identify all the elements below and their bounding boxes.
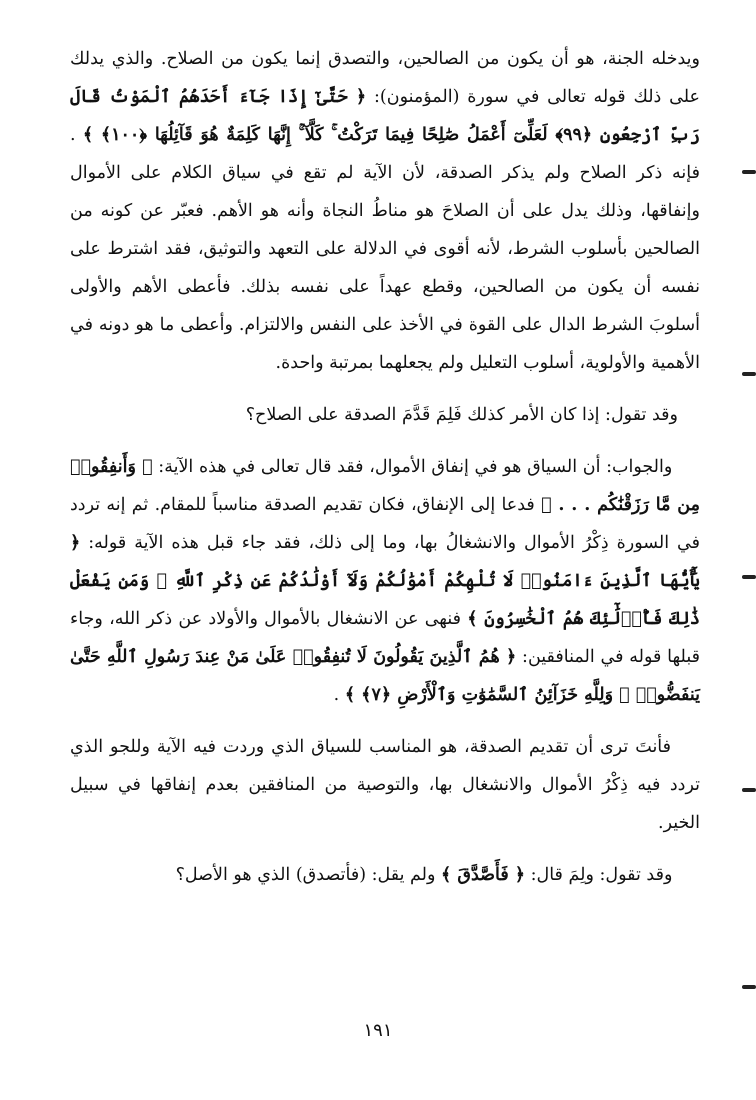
p1-quran-verse: ﴿ حَتَّىٰٓ إِذَا جَآءَ أَحَدَهُمُ ٱلْمَوْتُ قَالَ رَبِّ ٱرْجِعُونِ ﴿٩٩﴾ لَعَلِّىٓ أَعْمَلُ صَٰلِحًا فِيمَا تَرَكْتُ ۚ كَلَّآ ۚ إِنَّهَا كَلِمَةٌ هُوَ قَآئِلُهَا ﴿١٠٠﴾ ﴾	[70, 87, 700, 145]
margin-tick	[742, 985, 756, 989]
paragraph-5	[70, 856, 700, 894]
p1-text-2: . فإنه ذكر الصلاح ولم يذكر الصدقة، لأن الآية لم تقع في سياق الكلام على الأموال وإنفاقها، وذلك يدل على أن الصلاحَ هو مناطُ النجاة وأنه هو الأهم. فعبّر عن كونه من الصالحين بأسلوب الشرط، لأنه أقوى في الدلالة على التعهد والتوثيق، فقد اشترط على نفسه أن يكون من الصالحين، وقطع عهداً على نفسه بذلك. فأعطى الأهم والأولى أسلوبَ الشرط الدال على القوة في الأخذ على النفس والالتزام. وأعطى ما هو دونه في الأهمية والأولوية، أسلوب التعليل ولم يجعلهما بمرتبة واحدة.	[70, 125, 700, 373]
p1-text-1: ويدخله الجنة، هو أن يكون من الصالحين، والتصدق إنما يكون من الصلاح. والذي يدلك على ذلك قوله تعالى في سورة (المؤمنون):	[70, 49, 700, 107]
page-number: ١٩١	[363, 1020, 393, 1041]
margin-tick	[742, 788, 756, 792]
margin-tick	[742, 372, 756, 376]
p3-text-2: فدعا إلى الإنفاق، فكان تقديم الصدقة مناسباً للمقام. ثم إنه تردد في السورة ذِكْرُ الأموال والانشغالُ بها، وما إلى ذلك، فقد جاء قبل هذه الآية قوله:	[70, 495, 700, 553]
margin-tick	[742, 575, 756, 579]
p3-quran-verse-3: ﴿ هُمُ ٱلَّذِينَ يَقُولُونَ لَا تُنفِقُوا۟ عَلَىٰ مَنْ عِندَ رَسُولِ ٱللَّهِ حَتَّىٰ يَنفَضُّوا۟ ۗ وَلِلَّهِ خَزَآئِنُ ٱلسَّمَٰوَٰتِ وَٱلْأَرْضِ ﴿٧﴾ ﴾	[70, 647, 700, 705]
p2-text: وقد تقول: إذا كان الأمر كذلك فَلِمَ قَدَّمَ الصدقة على الصلاح؟	[245, 405, 678, 425]
p3-text-4: .	[333, 685, 340, 705]
p3-quran-verse-1: ﴿ وَأَنفِقُوا۟ مِن مَّا رَزَقْنَٰكُم . . . ﴾	[70, 457, 700, 515]
page-body	[70, 40, 700, 908]
p5-text-1: وقد تقول: ولِمَ قال:	[525, 865, 673, 885]
paragraph-1	[70, 40, 700, 382]
paragraph-2-question	[70, 396, 700, 434]
p5-quran-word: ﴿ فَأَصَّدَّقَ ﴾	[441, 865, 526, 885]
paragraph-4	[70, 728, 700, 842]
p3-text-1: والجواب: أن السياق هو في إنفاق الأموال، فقد قال تعالى في هذه الآية:	[152, 457, 673, 477]
p4-text: فأنتَ ترى أن تقديم الصدقة، هو المناسب للسياق الذي وردت فيه الآية وللجو الذي تردد فيه ذِكْرُ الأموال والانشغال بها، والتوصية من المنافقين بعدم إنفاقها في سبيل الخير.	[70, 737, 700, 833]
p5-text-2: ولم يقل: (فأتصدق) الذي هو الأصل؟	[175, 865, 436, 885]
p3-quran-verse-2: ﴿ يَٰٓأَيُّهَا ٱلَّذِينَ ءَامَنُوا۟ لَا تُلْهِكُمْ أَمْوَٰلُكُمْ وَلَآ أَوْلَٰدُكُمْ عَن ذِكْرِ ٱللَّهِ ۚ وَمَن يَفْعَلْ ذَٰلِكَ فَأُو۟لَٰٓئِكَ هُمُ ٱلْخَٰسِرُونَ ﴾	[70, 533, 700, 629]
paragraph-3	[70, 448, 700, 714]
p3-text-3: فنهى عن الانشغال بالأموال والأولاد عن ذكر الله، وجاء قبلها قوله في المنافقين:	[70, 609, 700, 667]
margin-tick	[742, 170, 756, 174]
